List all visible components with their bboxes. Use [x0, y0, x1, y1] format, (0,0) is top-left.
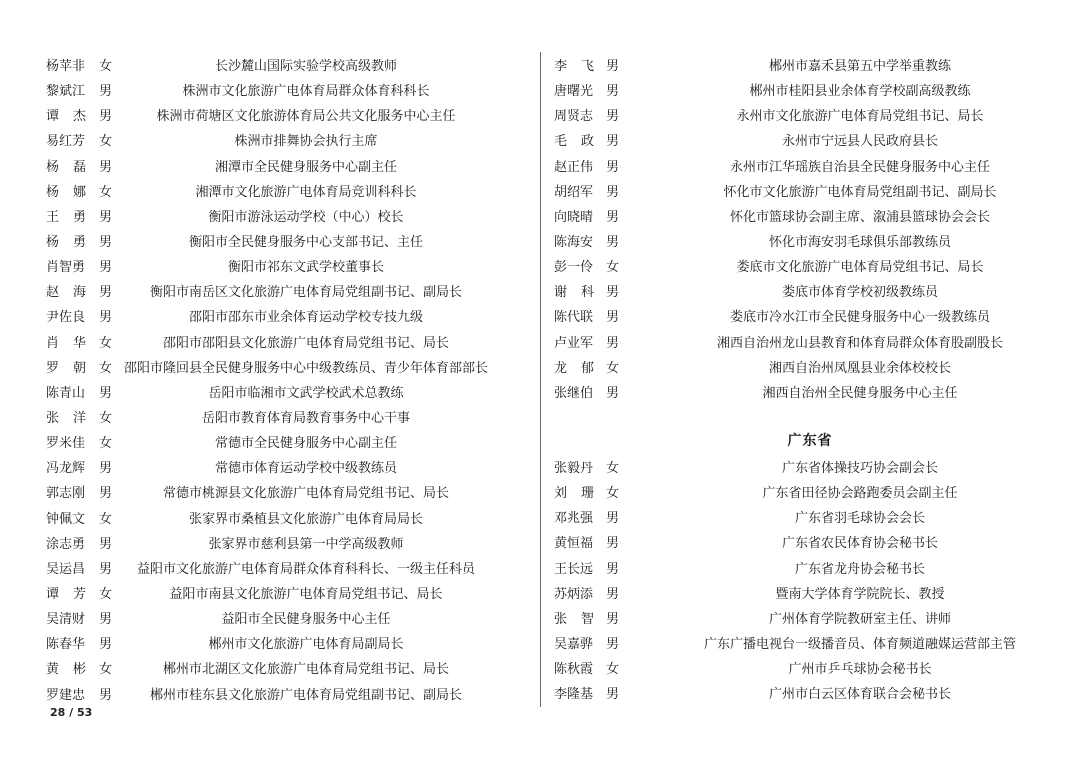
person-gender: 男	[99, 536, 113, 552]
person-name: 杨勇	[46, 234, 86, 250]
person-name: 吴嘉骅	[554, 636, 594, 652]
list-item	[540, 356, 1080, 381]
person-title: 暨南大学体育学院院长、教授	[775, 586, 945, 602]
person-name: 杨娜	[46, 184, 86, 200]
person-gender: 女	[606, 360, 620, 376]
person-title: 怀化市海安羽毛球俱乐部教练员	[768, 234, 951, 250]
person-title: 广东广播电视台一级播音员、体育频道融媒运营部主管	[703, 636, 1016, 652]
person-name: 陈秋霞	[554, 662, 594, 678]
list-item	[540, 331, 1080, 356]
person-title: 湘潭市全民健身服务中心副主任	[214, 159, 397, 175]
person-title: 常德市全民健身服务中心副主任	[214, 436, 397, 452]
person-gender: 男	[99, 561, 113, 577]
list-item	[0, 381, 538, 406]
list-item	[0, 104, 538, 129]
person-title: 益阳市文化旅游广电体育局群众体育科科长、一级主任科员	[136, 561, 475, 577]
list-item	[0, 180, 538, 205]
person-title: 广东省田径协会路跑委员会副主任	[762, 486, 958, 502]
hunan-continued-list	[540, 54, 1080, 406]
person-gender: 女	[99, 59, 113, 74]
list-item	[0, 557, 538, 582]
list-item	[0, 280, 538, 305]
person-title: 永州市宁远县人民政府县长	[781, 134, 938, 150]
person-title: 广东省龙舟协会秘书长	[794, 561, 925, 577]
person-name: 钟佩文	[46, 511, 86, 527]
person-gender: 男	[606, 310, 620, 326]
person-title: 郴州市桂阳县业余体育学校副高级教练	[749, 84, 971, 100]
person-name: 唐曙光	[554, 84, 594, 100]
person-name: 罗建忠	[46, 687, 86, 703]
person-name: 易红芳	[46, 134, 86, 150]
list-item	[0, 632, 538, 657]
person-gender: 女	[99, 134, 113, 150]
person-name: 王长远	[554, 561, 594, 577]
person-title: 邵阳市邵阳县文化旅游广电体育局党组书记、局长	[162, 335, 449, 351]
person-title: 衡阳市南岳区文化旅游广电体育局党组副书记、副局长	[149, 285, 462, 301]
person-title: 衡阳市游泳运动学校（中心）校长	[208, 209, 404, 225]
person-title: 郴州市北湖区文化旅游广电体育局党组书记、局长	[162, 662, 449, 678]
person-gender: 女	[99, 410, 113, 426]
person-title: 湘西自治州龙山县教育和体育局群众体育股副股长	[716, 335, 1003, 351]
person-title: 娄底市体育学校初级教练员	[781, 285, 938, 301]
person-gender: 男	[99, 84, 113, 100]
person-title: 广东省农民体育协会秘书长	[781, 536, 938, 552]
person-name: 陈代联	[554, 310, 594, 326]
list-item	[0, 532, 538, 557]
person-name: 谭杰	[46, 109, 86, 125]
person-name: 谢科	[554, 285, 594, 301]
person-name: 邓兆强	[554, 511, 594, 527]
right-column	[540, 54, 1080, 707]
person-title: 郴州市桂东县文化旅游广电体育局党组副书记、副局长	[149, 687, 462, 703]
person-title: 怀化市文化旅游广电体育局党组副书记、副局长	[723, 184, 997, 200]
person-gender: 女	[99, 335, 113, 351]
person-gender: 男	[606, 561, 620, 577]
person-name: 肖智勇	[46, 260, 86, 276]
person-gender: 男	[99, 687, 113, 703]
list-item	[0, 406, 538, 431]
person-gender: 女	[606, 460, 620, 476]
person-title: 益阳市全民健身服务中心主任	[221, 612, 391, 628]
person-gender: 男	[606, 84, 620, 100]
person-name: 罗朝	[46, 360, 86, 376]
person-name: 黄彬	[46, 662, 86, 678]
person-gender: 男	[606, 385, 620, 401]
person-gender: 男	[606, 59, 620, 74]
list-item	[540, 180, 1080, 205]
person-title: 永州市文化旅游广电体育局党组书记、局长	[736, 109, 984, 125]
person-name: 黎斌江	[46, 84, 86, 100]
person-name: 赵海	[46, 285, 86, 301]
list-item	[0, 255, 538, 280]
person-gender: 男	[606, 159, 620, 175]
person-name: 苏炳添	[554, 586, 594, 602]
list-item	[540, 305, 1080, 330]
person-name: 龙郁	[554, 360, 594, 376]
person-title: 湘西自治州全民健身服务中心主任	[762, 385, 958, 401]
person-name: 卢业军	[554, 335, 594, 351]
person-name: 黄恒福	[554, 536, 594, 552]
person-gender: 男	[99, 159, 113, 175]
person-name: 刘珊	[554, 486, 594, 502]
person-name: 张继伯	[554, 385, 594, 401]
list-item	[0, 129, 538, 154]
list-item	[540, 657, 1080, 682]
person-title: 常德市桃源县文化旅游广电体育局党组书记、局长	[162, 486, 449, 502]
person-title: 娄底市文化旅游广电体育局党组书记、局长	[736, 260, 984, 276]
person-title: 湘西自治州凤凰县业余体校校长	[768, 360, 951, 376]
person-title: 永州市江华瑶族自治县全民健身服务中心主任	[729, 159, 990, 175]
person-title: 张家界市慈利县第一中学高级教师	[208, 536, 404, 552]
person-title: 邵阳市隆回县全民健身服务中心中级教练员、青少年体育部部长	[123, 360, 488, 376]
person-gender: 男	[99, 486, 113, 502]
list-item	[0, 79, 538, 104]
person-name: 冯龙辉	[46, 461, 86, 477]
list-item	[540, 456, 1080, 481]
list-item	[540, 129, 1080, 154]
guangdong-list	[540, 456, 1080, 707]
list-item	[0, 582, 538, 607]
person-title: 广东省体操技巧协会副会长	[781, 460, 938, 476]
list-item	[540, 481, 1080, 506]
list-item	[0, 507, 538, 532]
list-item	[540, 682, 1080, 707]
person-gender: 男	[606, 109, 620, 125]
person-name: 陈青山	[46, 385, 86, 401]
person-name: 胡绍军	[554, 184, 594, 200]
list-item	[540, 531, 1080, 556]
person-gender: 男	[99, 285, 113, 301]
person-title: 郴州市嘉禾县第五中学举重教练	[768, 59, 951, 74]
list-item	[0, 54, 538, 79]
person-name: 罗米佳	[46, 436, 86, 452]
person-gender: 男	[606, 586, 620, 602]
person-gender: 男	[99, 461, 113, 477]
person-gender: 男	[606, 209, 620, 225]
list-item	[0, 607, 538, 632]
person-name: 向晓晴	[554, 209, 594, 225]
person-gender: 女	[99, 586, 113, 602]
page-number: 28 / 53	[50, 706, 93, 719]
person-gender: 男	[99, 612, 113, 628]
person-gender: 女	[99, 184, 113, 200]
person-title: 广州体育学院教研室主任、讲师	[768, 611, 951, 627]
person-title: 长沙麓山国际实验学校高级教师	[214, 59, 397, 74]
person-name: 杨苹非	[46, 59, 86, 74]
list-item	[0, 356, 538, 381]
person-title: 张家界市桑植县文化旅游广电体育局局长	[188, 511, 423, 527]
person-name: 张洋	[46, 410, 86, 426]
list-item	[0, 305, 538, 330]
person-title: 益阳市南县文化旅游广电体育局党组书记、局长	[169, 586, 443, 602]
person-gender: 男	[606, 285, 620, 301]
person-gender: 女	[99, 436, 113, 452]
list-item	[0, 456, 538, 481]
list-item	[0, 331, 538, 356]
person-title: 邵阳市邵东市业余体育运动学校专技九级	[188, 310, 423, 326]
list-item	[540, 632, 1080, 657]
list-item	[540, 607, 1080, 632]
person-gender: 女	[606, 486, 620, 502]
person-name: 毛政	[554, 134, 594, 150]
person-gender: 男	[99, 385, 113, 401]
person-name: 赵正伟	[554, 159, 594, 175]
list-item	[0, 205, 538, 230]
person-title: 娄底市冷水江市全民健身服务中心一级教练员	[729, 310, 990, 326]
person-gender: 女	[99, 360, 113, 376]
list-item	[540, 557, 1080, 582]
list-item	[540, 381, 1080, 406]
person-gender: 男	[606, 687, 620, 703]
person-gender: 男	[606, 536, 620, 552]
person-title: 湘潭市文化旅游广电体育局竞训科科长	[195, 184, 417, 200]
person-name: 周贤志	[554, 109, 594, 125]
person-name: 吴运昌	[46, 561, 86, 577]
person-name: 张毅丹	[554, 460, 594, 476]
person-name: 尹佐良	[46, 310, 86, 326]
person-title: 郴州市文化旅游广电体育局副局长	[208, 637, 404, 653]
person-gender: 男	[99, 209, 113, 225]
list-item	[540, 582, 1080, 607]
list-item	[0, 481, 538, 506]
person-title: 株洲市排舞协会执行主席	[234, 134, 378, 150]
person-gender: 女	[99, 511, 113, 527]
person-gender: 男	[606, 511, 620, 527]
person-title: 株洲市荷塘区文化旅游体育局公共文化服务中心主任	[156, 109, 456, 125]
person-name: 李飞	[554, 59, 594, 74]
list-item	[540, 54, 1080, 79]
person-gender: 男	[606, 611, 620, 627]
person-gender: 女	[606, 662, 620, 678]
person-name: 李隆基	[554, 687, 594, 703]
person-title: 岳阳市临湘市文武学校武术总教练	[208, 385, 404, 401]
list-item	[0, 230, 538, 255]
person-gender: 女	[99, 662, 113, 678]
list-item	[0, 431, 538, 456]
person-gender: 男	[606, 184, 620, 200]
list-item	[540, 255, 1080, 280]
person-name: 王勇	[46, 209, 86, 225]
person-gender: 男	[606, 134, 620, 150]
person-name: 彭一伶	[554, 260, 594, 276]
list-item	[540, 155, 1080, 180]
person-name: 郭志刚	[46, 486, 86, 502]
person-name: 吴清财	[46, 612, 86, 628]
person-gender: 女	[606, 260, 620, 276]
person-gender: 男	[606, 335, 620, 351]
person-title: 广州市乒乓球协会秘书长	[788, 662, 932, 678]
person-name: 张智	[554, 611, 594, 627]
person-name: 陈春华	[46, 637, 86, 653]
person-gender: 男	[99, 234, 113, 250]
person-gender: 男	[606, 234, 620, 250]
person-name: 杨磊	[46, 159, 86, 175]
section-heading	[540, 406, 1080, 456]
left-column	[0, 54, 538, 708]
list-item	[540, 205, 1080, 230]
person-title: 衡阳市全民健身服务中心支部书记、主任	[188, 234, 423, 250]
list-item	[0, 683, 538, 708]
person-gender: 男	[99, 260, 113, 276]
list-item	[540, 280, 1080, 305]
person-title: 广州市白云区体育联合会秘书长	[768, 687, 951, 703]
person-name: 肖华	[46, 335, 86, 351]
person-title: 衡阳市祁东文武学校董事长	[227, 260, 384, 276]
list-item	[540, 506, 1080, 531]
list-item	[540, 230, 1080, 255]
list-item	[540, 79, 1080, 104]
person-gender: 男	[99, 310, 113, 326]
person-title: 株洲市文化旅游广电体育局群众体育科科长	[182, 84, 430, 100]
person-title: 岳阳市教育体育局教育事务中心干事	[201, 410, 410, 426]
section-title: 广东省	[787, 432, 833, 449]
person-title: 常德市体育运动学校中级教练员	[214, 461, 397, 477]
list-item	[0, 657, 538, 682]
person-gender: 男	[99, 109, 113, 125]
person-gender: 男	[99, 637, 113, 653]
person-title: 怀化市篮球协会副主席、溆浦县篮球协会会长	[729, 209, 990, 225]
person-title: 广东省羽毛球协会会长	[794, 511, 925, 527]
list-item	[540, 104, 1080, 129]
person-gender: 男	[606, 636, 620, 652]
person-name: 谭芳	[46, 586, 86, 602]
person-name: 涂志勇	[46, 536, 86, 552]
list-item	[0, 155, 538, 180]
person-name: 陈海安	[554, 234, 594, 250]
